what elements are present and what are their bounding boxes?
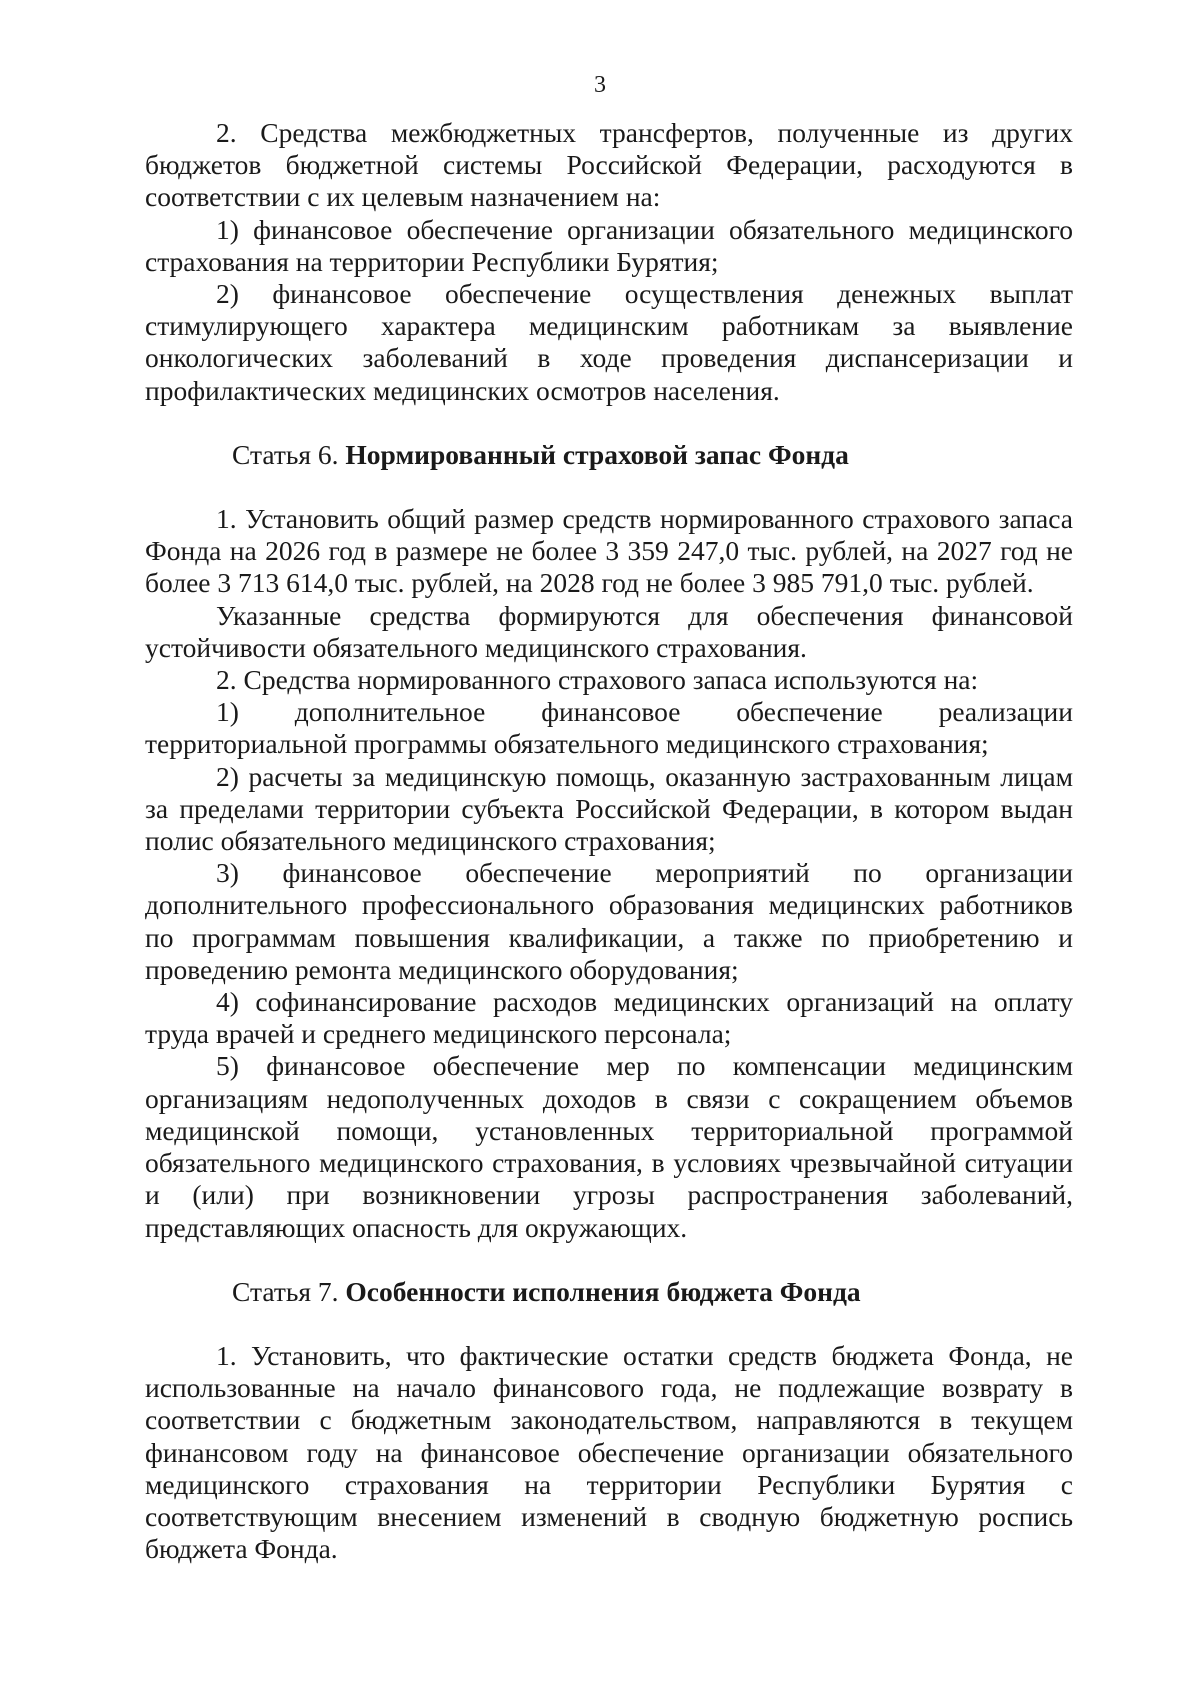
paragraph: 3) финансовое обеспечение мероприятий по организации дополнительного профессионального образования медицинских работников по программам повышения квалификации, а также по приобретению и проведению ремонта медицинского оборудования; <box>145 857 1073 985</box>
article-6-label: Статья 6. <box>232 438 346 470</box>
paragraph: 2) финансовое обеспечение осуществления денежных выплат стимулирующего характера медицинским работникам за выявление онкологических заболеваний в ходе проведения диспансеризации и профилактических медицинских осмотров населения. <box>145 278 1073 406</box>
paragraph: 2. Средства нормированного страхового запаса используются на: <box>216 664 979 696</box>
paragraph: 1) дополнительное финансовое обеспечение реализации территориальной программы обязательного медицинского страхования; <box>145 696 1073 760</box>
paragraph: 2) расчеты за медицинскую помощь, оказанную застрахованным лицам за пределами территории субъекта Российской Федерации, в котором выдан полис обязательного медицинского страхования; <box>145 760 1073 857</box>
paragraph: 1) финансовое обеспечение организации обязательного медицинского страхования на территории Республики Бурятия; <box>145 213 1073 277</box>
article-7-title: Особенности исполнения бюджета Фонда <box>345 1275 861 1307</box>
article-6-heading <box>145 439 1073 471</box>
article-7-heading <box>145 1276 1073 1308</box>
section-interbudget-transfers <box>145 117 1073 407</box>
article-7-body <box>145 1340 1073 1565</box>
article-7-label: Статья 7. <box>232 1275 346 1307</box>
paragraph: 2. Средства межбюджетных трансфертов, полученные из других бюджетов бюджетной системы Российской Федерации, расходуются в соответствии с их целевым назначением на: <box>145 117 1073 213</box>
paragraph: 1. Установить общий размер средств нормированного страхового запаса Фонда на 2026 год в размере не более 3 359 247,0 тыс. рублей, на 2027 год не более 3 713 614,0 тыс. рублей, на 2028 год не более 3 985 791,0 тыс. рублей. <box>145 503 1073 599</box>
paragraph: 5) финансовое обеспечение мер по компенсации медицинским организациям недополученных доходов в связи с сокращением объемов медицинской помощи, установленных территориальной программой обязательного медицинского страхования, в условиях чрезвычайной ситуации и (или) при возникновении угрозы распространения заболеваний, представляющих опасность для окружающих. <box>145 1050 1073 1243</box>
page-number: 3 <box>594 72 606 98</box>
document-body <box>145 117 1073 1565</box>
paragraph: 1. Установить, что фактические остатки средств бюджета Фонда, не использованные на начало финансового года, не подлежащие возврату в соответствии с бюджетным законодательством, направляются в текущем финансовом году на финансовое обеспечение организации обязательного медицинского страхования на территории Республики Бурятия с соответствующим внесением изменений в сводную бюджетную роспись бюджета Фонда. <box>145 1339 1073 1565</box>
paragraph: Указанные средства формируются для обеспечения финансовой устойчивости обязательного медицинского страхования. <box>145 599 1073 663</box>
article-6-body <box>145 503 1073 1244</box>
paragraph: 4) софинансирование расходов медицинских организаций на оплату труда врачей и среднего медицинского персонала; <box>145 986 1073 1050</box>
article-6-title: Нормированный страховой запас Фонда <box>345 438 849 470</box>
